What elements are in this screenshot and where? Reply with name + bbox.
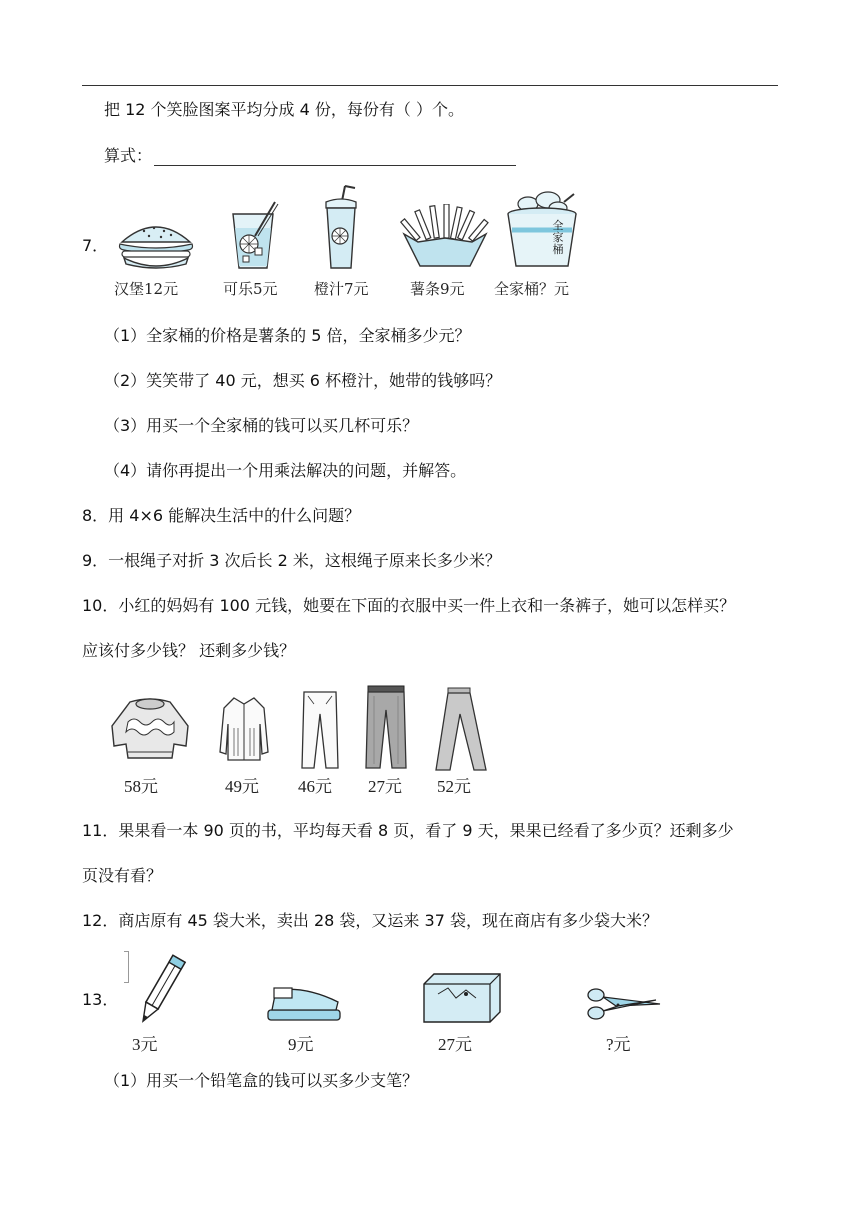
q11-line1: 11．果果看一本 90 页的书，平均每天看 8 页，看了 9 天，果果已经看了多少页？还剩多少 xyxy=(82,821,734,840)
q6-formula xyxy=(104,146,516,166)
q7-sub-4: （4）请你再提出一个用乘法解决的问题，并解答。 xyxy=(104,461,467,480)
trousers-price: 52元 xyxy=(437,777,471,796)
family-bucket-icon xyxy=(504,190,580,270)
white-pants-price: 46元 xyxy=(298,777,332,796)
q10-line2: 应该付多少钱？ 还剩多少钱？ xyxy=(82,641,296,660)
formula-blank xyxy=(154,149,516,166)
shirt-icon xyxy=(218,694,270,762)
header-rule xyxy=(82,85,778,86)
stapler-icon xyxy=(266,982,344,1024)
sweater-icon xyxy=(108,696,192,762)
q13-number: 13． xyxy=(82,990,119,1009)
q7-number: 7． xyxy=(82,236,109,255)
bucket-label: 全家桶 xyxy=(552,219,564,256)
hamburger-caption: 汉堡12元 xyxy=(114,280,179,298)
stapler-price: 9元 xyxy=(288,1035,314,1054)
cola-caption: 可乐5元 xyxy=(223,280,278,298)
trousers-icon xyxy=(432,686,488,772)
orange-juice-caption: 橙汁7元 xyxy=(314,280,369,298)
orange-juice-icon xyxy=(321,184,361,272)
q11-line2: 页没有看？ xyxy=(82,866,163,885)
fries-caption: 薯条9元 xyxy=(410,280,465,298)
fries-icon xyxy=(400,204,490,268)
q12-text: 12．商店原有 45 袋大米，卖出 28 袋，又运来 37 袋，现在商店有多少袋大米？ xyxy=(82,911,658,930)
white-pants-icon xyxy=(300,690,340,770)
q7-sub-3: （3）用买一个全家桶的钱可以买几杯可乐？ xyxy=(104,416,419,435)
q10-line1: 10．小红的妈妈有 100 元钱，她要在下面的衣服中买一件上衣和一条裤子，她可以怎样买？ xyxy=(82,596,736,615)
pencil-icon xyxy=(134,950,188,1028)
scissors-price: ?元 xyxy=(606,1035,631,1054)
shirt-price: 49元 xyxy=(225,777,259,796)
scissors-icon xyxy=(586,986,662,1022)
family-bucket-caption: 全家桶？元 xyxy=(494,280,570,298)
q7-sub-2: （2）笑笑带了 40 元，想买 6 杯橙汁，她带的钱够吗？ xyxy=(104,371,502,390)
pencil-case-icon xyxy=(420,972,504,1024)
gray-pants-icon xyxy=(364,684,408,770)
pencil-case-price: 27元 xyxy=(438,1035,472,1054)
q9-text: 9．一根绳子对折 3 次后长 2 米，这根绳子原来长多少米？ xyxy=(82,551,501,570)
q6-text: 把 12 个笑脸图案平均分成 4 份，每份有（ ）个。 xyxy=(104,100,464,119)
q8-text: 8．用 4×6 能解决生活中的什么问题？ xyxy=(82,506,361,525)
q7-sub-1: （1）全家桶的价格是薯条的 5 倍，全家桶多少元？ xyxy=(104,326,471,345)
cola-icon xyxy=(225,200,281,272)
q13-sub-1: （1）用买一个铅笔盒的钱可以买多少支笔？ xyxy=(104,1071,419,1090)
gray-pants-price: 27元 xyxy=(368,777,402,796)
pencil-price: 3元 xyxy=(132,1035,158,1054)
hamburger-icon xyxy=(116,218,196,272)
formula-label: 算式： xyxy=(104,146,153,165)
sweater-price: 58元 xyxy=(124,777,158,796)
bracket-mark xyxy=(124,951,129,983)
